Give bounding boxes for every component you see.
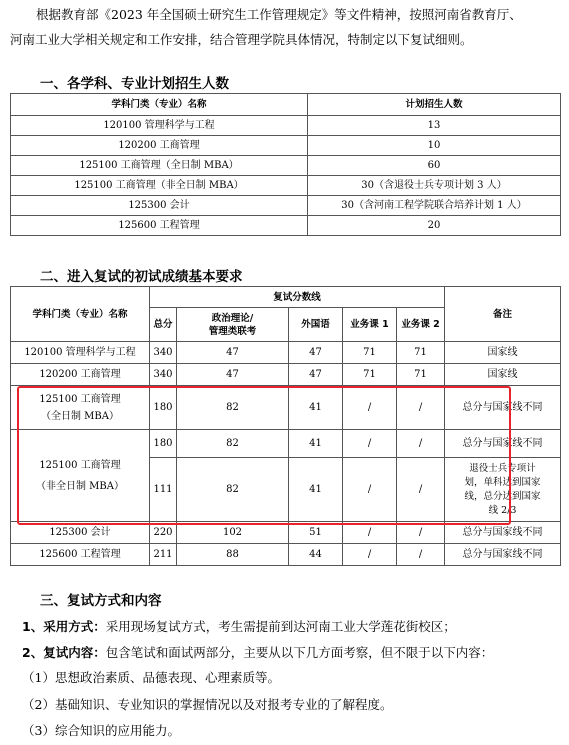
header-major: 学科门类（专业）名称 — [11, 287, 150, 342]
enrollment-plan-table — [10, 93, 561, 236]
table-row: 120200 工商管理 340 47 47 71 71 国家线 — [11, 364, 561, 386]
table-row: 125300 会计 220 102 51 / / 总分与国家线不同 — [11, 522, 561, 544]
table-row: 120200 工商管理 10 — [11, 136, 561, 156]
table-row: 125100 工商管理 （非全日制 MBA） 180 82 41 / / 总分与国家线不同 — [11, 430, 561, 458]
intro-paragraph — [10, 2, 560, 52]
table-row: 125100 工商管理（非全日制 MBA） 30（含退役士兵专项计划 3 人） — [11, 176, 561, 196]
table-row: 125300 会计 30（含河南工程学院联合培养计划 1 人） — [11, 196, 561, 216]
section-2-title: 二、进入复试的初试成绩基本要求 — [40, 269, 243, 285]
content-item-3: （3）综合知识的应用能力。 — [22, 723, 180, 738]
content-item-1: （1）思想政治素质、品德表现、心理素质等。 — [22, 670, 280, 685]
table-row: 120100 管理科学与工程 340 47 47 71 71 国家线 — [11, 342, 561, 364]
header-score-line: 复试分数线 — [150, 287, 445, 308]
table-row: 120100 管理科学与工程 13 — [11, 116, 561, 136]
header-note: 备注 — [445, 287, 561, 342]
method-2-label: 2、复试内容： — [22, 645, 106, 660]
method-1-label: 1、采用方式： — [22, 619, 106, 634]
section-1-title: 一、各学科、专业计划招生人数 — [40, 76, 229, 92]
table-row: 125600 工程管理 211 88 44 / / 总分与国家线不同 — [11, 544, 561, 566]
header-foreign: 外国语 — [289, 308, 343, 342]
table-row: 111 82 41 / / 退役士兵专项计 划，单科达到国家 线，总分达到国家 线 2/3 — [11, 458, 561, 522]
header-plan: 计划招生人数 — [308, 94, 561, 116]
table-row: 125100 工商管理 （全日制 MBA） 180 82 41 / / 总分与国家线不同 — [11, 386, 561, 430]
header-politics: 政治理论/ 管理类联考 — [177, 308, 289, 342]
table-row: 125100 工商管理（全日制 MBA） 60 — [11, 156, 561, 176]
header-course-1: 业务课 1 — [343, 308, 397, 342]
intro-line-2: 河南工业大学相关规定和工作安排，结合管理学院具体情况，特制定以下复试细则。 — [10, 32, 473, 47]
header-course-2: 业务课 2 — [397, 308, 445, 342]
content-item-2: （2）基础知识、专业知识的掌握情况以及对报考专业的了解程度。 — [22, 697, 393, 712]
section-3-title: 三、复试方式和内容 — [40, 593, 162, 609]
header-major: 学科门类（专业）名称 — [11, 94, 308, 116]
table-row: 125600 工程管理 20 — [11, 216, 561, 236]
intro-line-1: 根据教育部《2023 年全国硕士研究生工作管理规定》等文件精神，按照河南省教育厅、 — [36, 7, 522, 22]
header-total: 总分 — [150, 308, 177, 342]
method-line-1: 1、采用方式：采用现场复试方式，考生需提前到达河南工业大学莲花街校区； — [22, 619, 456, 634]
method-line-2: 2、复试内容：包含笔试和面试两部分，主要从以下几方面考察，但不限于以下内容： — [22, 645, 494, 660]
highlight-box — [17, 386, 511, 525]
